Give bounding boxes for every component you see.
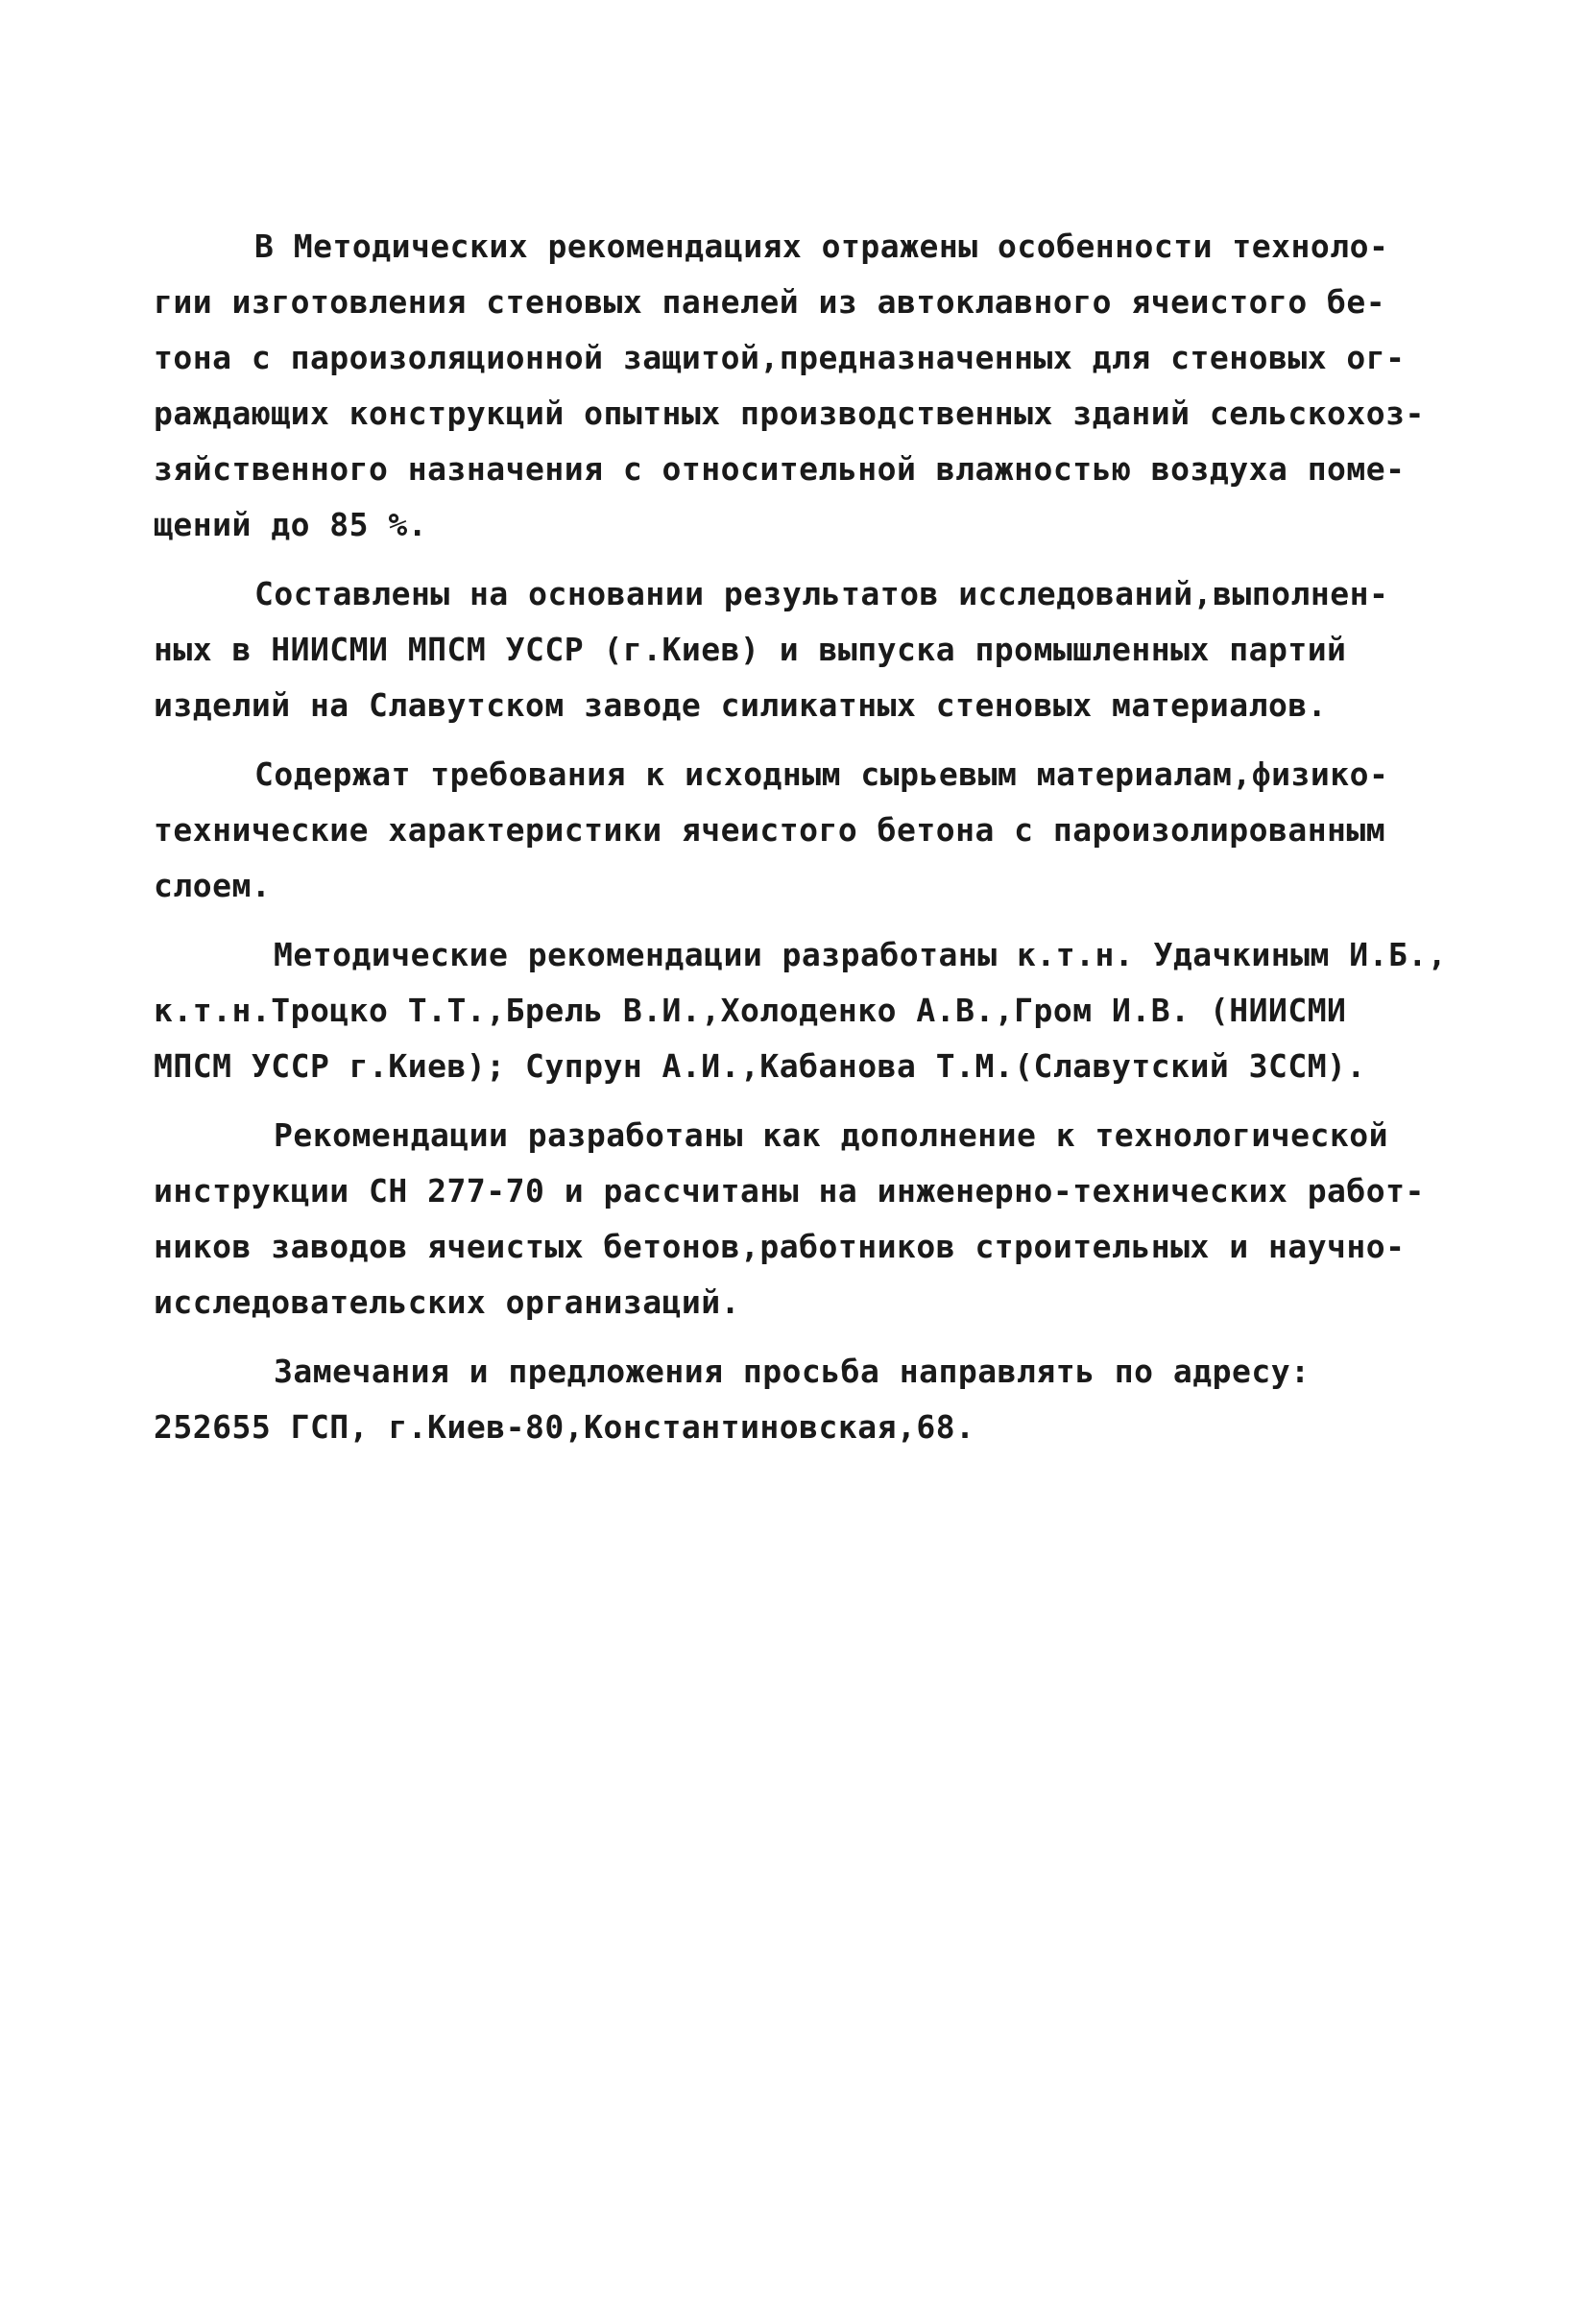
paragraph-authors	[154, 927, 1448, 1094]
text-line: исследовательских организаций.	[154, 1283, 741, 1321]
text-line: Рекомендации разработаны как дополнение к технологической	[274, 1116, 1388, 1154]
paragraph-address	[154, 1344, 1440, 1455]
body-text	[154, 219, 1448, 1455]
text-line: Замечания и предложения просьба направлять по адресу:	[274, 1353, 1311, 1390]
paragraph-audience	[154, 1108, 1440, 1330]
text-line: В Методических рекомендациях отражены особенности техноло-	[254, 228, 1389, 265]
paragraph-gap	[154, 553, 1440, 566]
text-line: изделий на Славутском заводе силикатных стеновых материалов.	[154, 686, 1328, 724]
paragraph-scope	[154, 219, 1440, 553]
text-line: МПСМ УССР г.Киев); Супрун А.И.,Кабанова Т.М.(Славутский ЗССМ).	[154, 1047, 1366, 1085]
paragraph-basis	[154, 566, 1440, 733]
paragraph-gap	[154, 1094, 1440, 1108]
text-line: слоем.	[154, 867, 272, 904]
text-line: тона с пароизоляционной защитой,предназначенных для стеновых ог-	[154, 339, 1406, 376]
text-line: гии изготовления стеновых панелей из автоклавного ячеистого бе-	[154, 283, 1386, 321]
text-line: инструкции СН 277-70 и рассчитаны на инженерно-технических работ-	[154, 1172, 1425, 1210]
text-line: Содержат требования к исходным сырьевым материалам,физико-	[254, 755, 1389, 793]
address-line: 252655 ГСП, г.Киев-80,Константиновская,68.	[154, 1408, 975, 1446]
text-line: Методические рекомендации разработаны к.т.н. Удачкиным И.Б.,	[274, 936, 1448, 973]
text-line: ников заводов ячеистых бетонов,работников строительных и научно-	[154, 1228, 1406, 1265]
paragraph-gap	[154, 914, 1440, 927]
text-line: зяйственного назначения с относительной влажностью воздуха поме-	[154, 450, 1406, 488]
text-line: раждающих конструкций опытных производственных зданий сельскохоз-	[154, 395, 1425, 432]
text-line: Составлены на основании результатов исследований,выполнен-	[254, 575, 1389, 612]
text-line: технические характеристики ячеистого бетона с пароизолированным	[154, 811, 1386, 849]
text-line: ных в НИИСМИ МПСМ УССР (г.Киев) и выпуска промышленных партий	[154, 631, 1347, 668]
text-line: щений до 85 %.	[154, 506, 428, 543]
paragraph-gap	[154, 733, 1440, 747]
text-line: к.т.н.Троцко Т.Т.,Брель В.И.,Холоденко А.В.,Гром И.В. (НИИСМИ	[154, 992, 1347, 1029]
paragraph-gap	[154, 1330, 1440, 1344]
paragraph-contents	[154, 747, 1440, 914]
